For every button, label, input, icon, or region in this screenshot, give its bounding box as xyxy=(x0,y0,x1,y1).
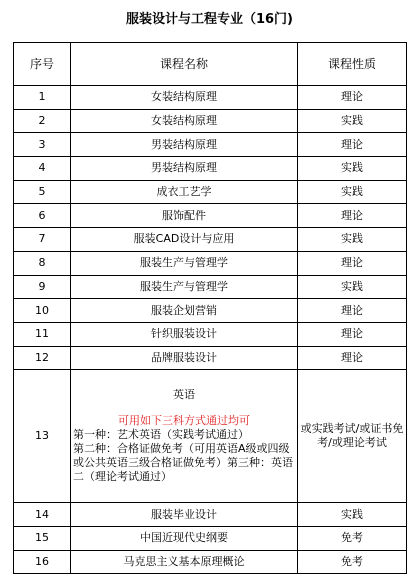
course-name: 男装结构原理 xyxy=(71,133,298,157)
header-course-nature: 课程性质 xyxy=(298,43,407,86)
row-no: 2 xyxy=(14,109,71,133)
course-name: 服装生产与管理学 xyxy=(71,275,298,299)
course-nature: 免考 xyxy=(298,526,407,550)
course-name: 男装结构原理 xyxy=(71,157,298,181)
row-no: 16 xyxy=(14,550,71,574)
course-name: 成衣工艺学 xyxy=(71,180,298,204)
table-header-row xyxy=(14,43,407,86)
table-row xyxy=(14,86,407,110)
table-row xyxy=(14,526,407,550)
table-row xyxy=(14,180,407,204)
row-no: 7 xyxy=(14,228,71,252)
course-name: 品牌服装设计 xyxy=(71,346,298,370)
course-name: 服饰配件 xyxy=(71,204,298,228)
table-row xyxy=(14,550,407,574)
header-no: 序号 xyxy=(14,43,71,86)
course-name: 针织服装设计 xyxy=(71,322,298,346)
course-nature: 理论 xyxy=(298,133,407,157)
row-no: 4 xyxy=(14,157,71,181)
course-name: 女装结构原理 xyxy=(71,86,298,110)
course-nature: 理论 xyxy=(298,322,407,346)
english-option-1: 第一种：艺术英语（实践考试通过） xyxy=(73,428,249,442)
course-name: 女装结构原理 xyxy=(71,109,298,133)
table-row xyxy=(14,228,407,252)
course-name: 服装CAD设计与应用 xyxy=(71,228,298,252)
header-course-name: 课程名称 xyxy=(71,43,298,86)
row-no: 13 xyxy=(14,370,71,503)
course-nature: 或实践考试/或证书免考/或理论考试 xyxy=(298,370,407,503)
course-name: 马克思主义基本原理概论 xyxy=(71,550,298,574)
table-row xyxy=(14,251,407,275)
table-row xyxy=(14,322,407,346)
course-name: 服装生产与管理学 xyxy=(71,251,298,275)
row-no: 12 xyxy=(14,346,71,370)
course-nature: 实践 xyxy=(298,228,407,252)
table-row xyxy=(14,503,407,527)
english-course-cell xyxy=(71,370,298,503)
course-nature: 实践 xyxy=(298,109,407,133)
course-nature: 理论 xyxy=(298,251,407,275)
table-row xyxy=(14,346,407,370)
table-row xyxy=(14,133,407,157)
course-nature: 实践 xyxy=(298,180,407,204)
table-row xyxy=(14,109,407,133)
english-option-2-3: 第二种：合格证做免考（可用英语A级或四级或公共英语三级合格证做免考）第三种：英语二（理论考试通过） xyxy=(73,442,293,484)
row-no: 6 xyxy=(14,204,71,228)
row-no: 9 xyxy=(14,275,71,299)
course-nature: 实践 xyxy=(298,503,407,527)
row-no: 10 xyxy=(14,299,71,323)
row-no: 15 xyxy=(14,526,71,550)
table-row-english xyxy=(14,370,407,503)
table-row xyxy=(14,204,407,228)
course-nature: 实践 xyxy=(298,275,407,299)
course-name: 中国近现代史纲要 xyxy=(71,526,298,550)
table-row xyxy=(14,157,407,181)
row-no: 1 xyxy=(14,86,71,110)
course-name: 服装企划营销 xyxy=(71,299,298,323)
course-name: 英语 xyxy=(173,388,195,402)
row-no: 3 xyxy=(14,133,71,157)
course-table xyxy=(13,42,407,574)
course-nature: 理论 xyxy=(298,204,407,228)
course-nature: 实践 xyxy=(298,157,407,181)
table-row xyxy=(14,299,407,323)
row-no: 5 xyxy=(14,180,71,204)
course-nature: 理论 xyxy=(298,299,407,323)
table-row xyxy=(14,275,407,299)
page-title: 服装设计与工程专业（16门) xyxy=(125,12,294,27)
course-nature: 理论 xyxy=(298,86,407,110)
row-no: 14 xyxy=(14,503,71,527)
row-no: 8 xyxy=(14,251,71,275)
row-no: 11 xyxy=(14,322,71,346)
course-nature: 免考 xyxy=(298,550,407,574)
english-options-note: 可用如下三科方式通过均可 xyxy=(118,414,250,428)
course-nature: 理论 xyxy=(298,346,407,370)
course-name: 服装毕业设计 xyxy=(71,503,298,527)
